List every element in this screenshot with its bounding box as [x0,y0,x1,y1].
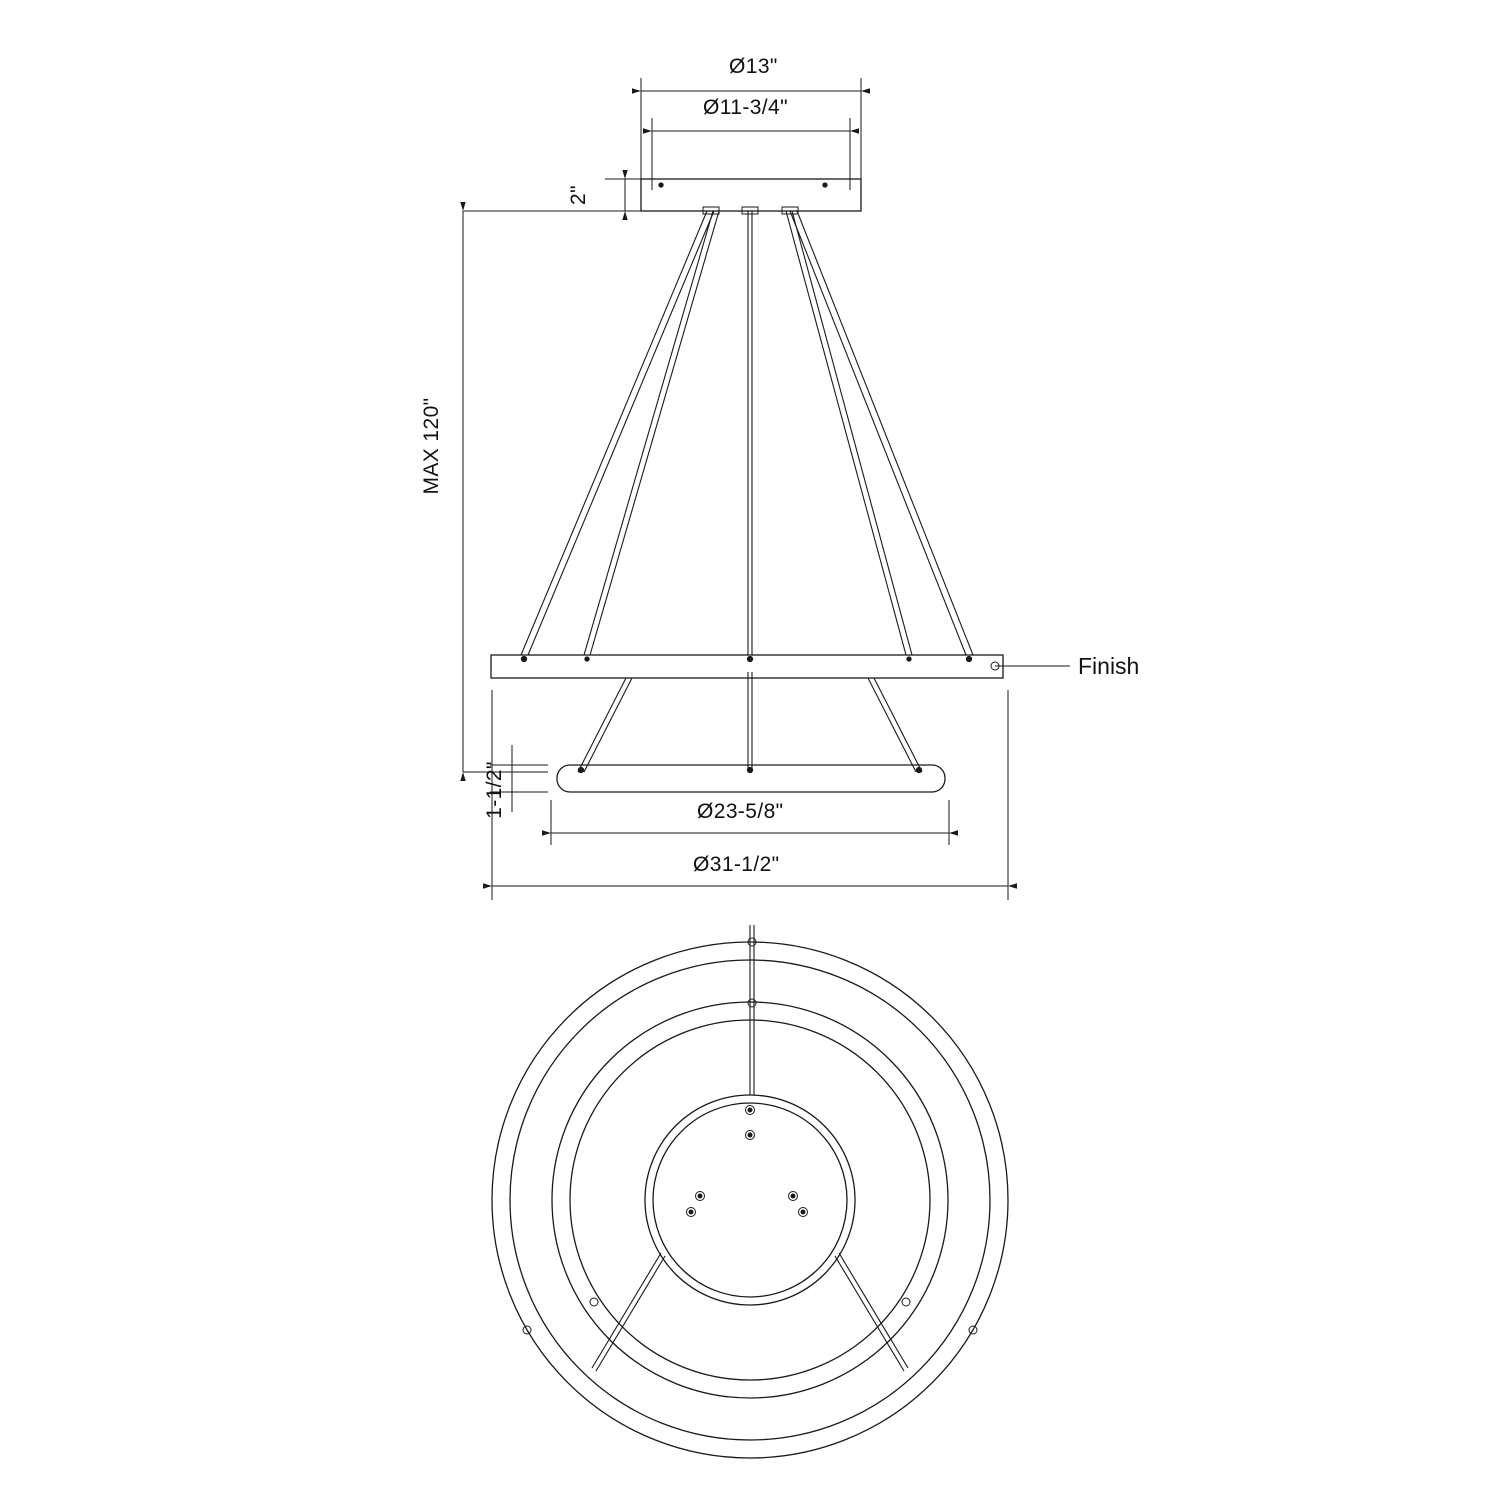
label-canopy-outer-diameter: Ø13" [729,55,778,78]
suspension-cables-outer [521,211,973,655]
label-max-drop: MAX 120" [420,397,443,495]
dim-canopy-height [605,179,641,211]
label-canopy-inner-diameter: Ø11-3/4" [703,96,788,119]
dim-canopy-outer [641,78,861,190]
suspension-cables-inner [578,678,922,772]
plan-spokes [592,925,908,1371]
dim-max-drop [463,211,641,772]
label-inner-ring-diameter: Ø23-5/8" [697,800,784,823]
label-ring-thickness: 1-1/2" [483,761,506,819]
label-finish-callout: Finish [1078,653,1140,679]
center-stem [748,211,752,772]
label-canopy-height: 2" [567,185,590,205]
canopy [641,179,861,211]
outer-ring-elevation [491,655,1003,678]
inner-ring-elevation [557,765,945,792]
label-outer-ring-diameter: Ø31-1/2" [693,853,780,876]
